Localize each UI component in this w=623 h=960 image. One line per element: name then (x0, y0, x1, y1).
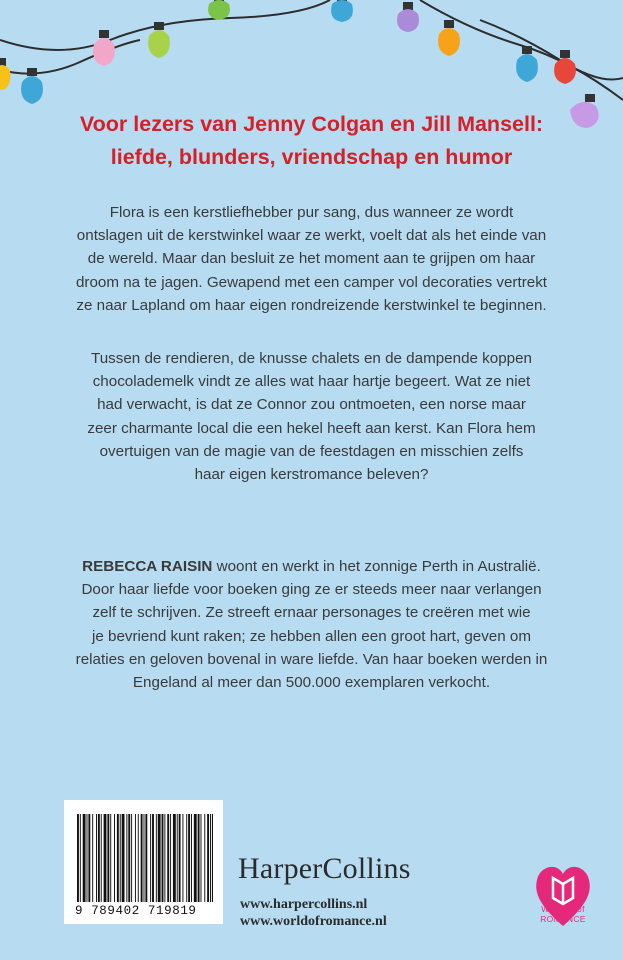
text-line: de wereld. Maar dan besluit ze het moment aan te grijpen om haar (87, 250, 536, 268)
text-line: relaties en geloven bovenal in ware liefde. Van haar boeken werden in (75, 650, 548, 668)
blurb-paragraph-2 (70, 347, 553, 486)
text-line: Door haar liefde voor boeken ging ze er steeds meer naar verlangen (81, 581, 542, 599)
logo-line-2: ROMANCE (540, 914, 586, 924)
publisher-url: www.harpercollins.nl (240, 897, 368, 912)
barcode (64, 800, 223, 924)
blurb-paragraph-1 (70, 201, 553, 317)
tagline (0, 108, 623, 174)
barcode-bars (77, 814, 213, 906)
tagline-line-1: Voor lezers van Jenny Colgan en Jill Mansell: (79, 112, 544, 136)
text-line (70, 555, 553, 578)
text-line: overtuigen van de magie van de feestdagen en misschien zelfs (99, 442, 524, 460)
text-line: droom na te jagen. Gewapend met een camper vol decoraties vertrekt (75, 273, 548, 291)
tagline-line-2: liefde, blunders, vriendschap en humor (110, 145, 513, 169)
text-line: haar eigen kerstromance beleven? (194, 466, 429, 484)
publisher-name: HarperCollins (238, 852, 411, 885)
text-line: Engeland al meer dan 500.000 exemplaren verkocht. (132, 674, 491, 692)
world-of-romance-logo-text (526, 904, 600, 924)
logo-line-1: WORLD of (541, 904, 585, 914)
text-line: zelf te schrijven. Ze streeft ernaar personages te creëren met wie (92, 604, 531, 622)
isbn-number: 9 789402 719819 (75, 904, 197, 918)
text-line: chocolademelk vindt ze alles wat haar hartje begeert. Wat ze niet (92, 373, 531, 391)
text-line: ze naar Lapland om haar eigen rondreizende kerstwinkel te beginnen. (76, 296, 547, 314)
author-bio-first-line: woont en werkt in het zonnige Perth in Australië. (212, 558, 541, 575)
imprint-url: www.worldofromance.nl (240, 914, 387, 929)
text-line: Tussen de rendieren, de knusse chalets en de dampende koppen (90, 350, 533, 367)
text-line: je bevriend kunt raken; ze hebben allen een groot hart, geven om (91, 627, 532, 645)
text-line: ontslagen uit de kerstwinkel waar ze werkt, voelt dat als het einde van (76, 227, 547, 245)
author-name: REBECCA RAISIN (82, 558, 213, 575)
text-line: had verwacht, is dat ze Connor zou ontmoeten, een norse maar (97, 396, 526, 414)
text-line: Flora is een kerstliefhebber pur sang, dus wanneer ze wordt (109, 204, 514, 221)
text-line: zeer charmante local die een hekel heeft aan kerst. Kan Flora hem (87, 419, 536, 437)
author-bio (70, 555, 553, 694)
